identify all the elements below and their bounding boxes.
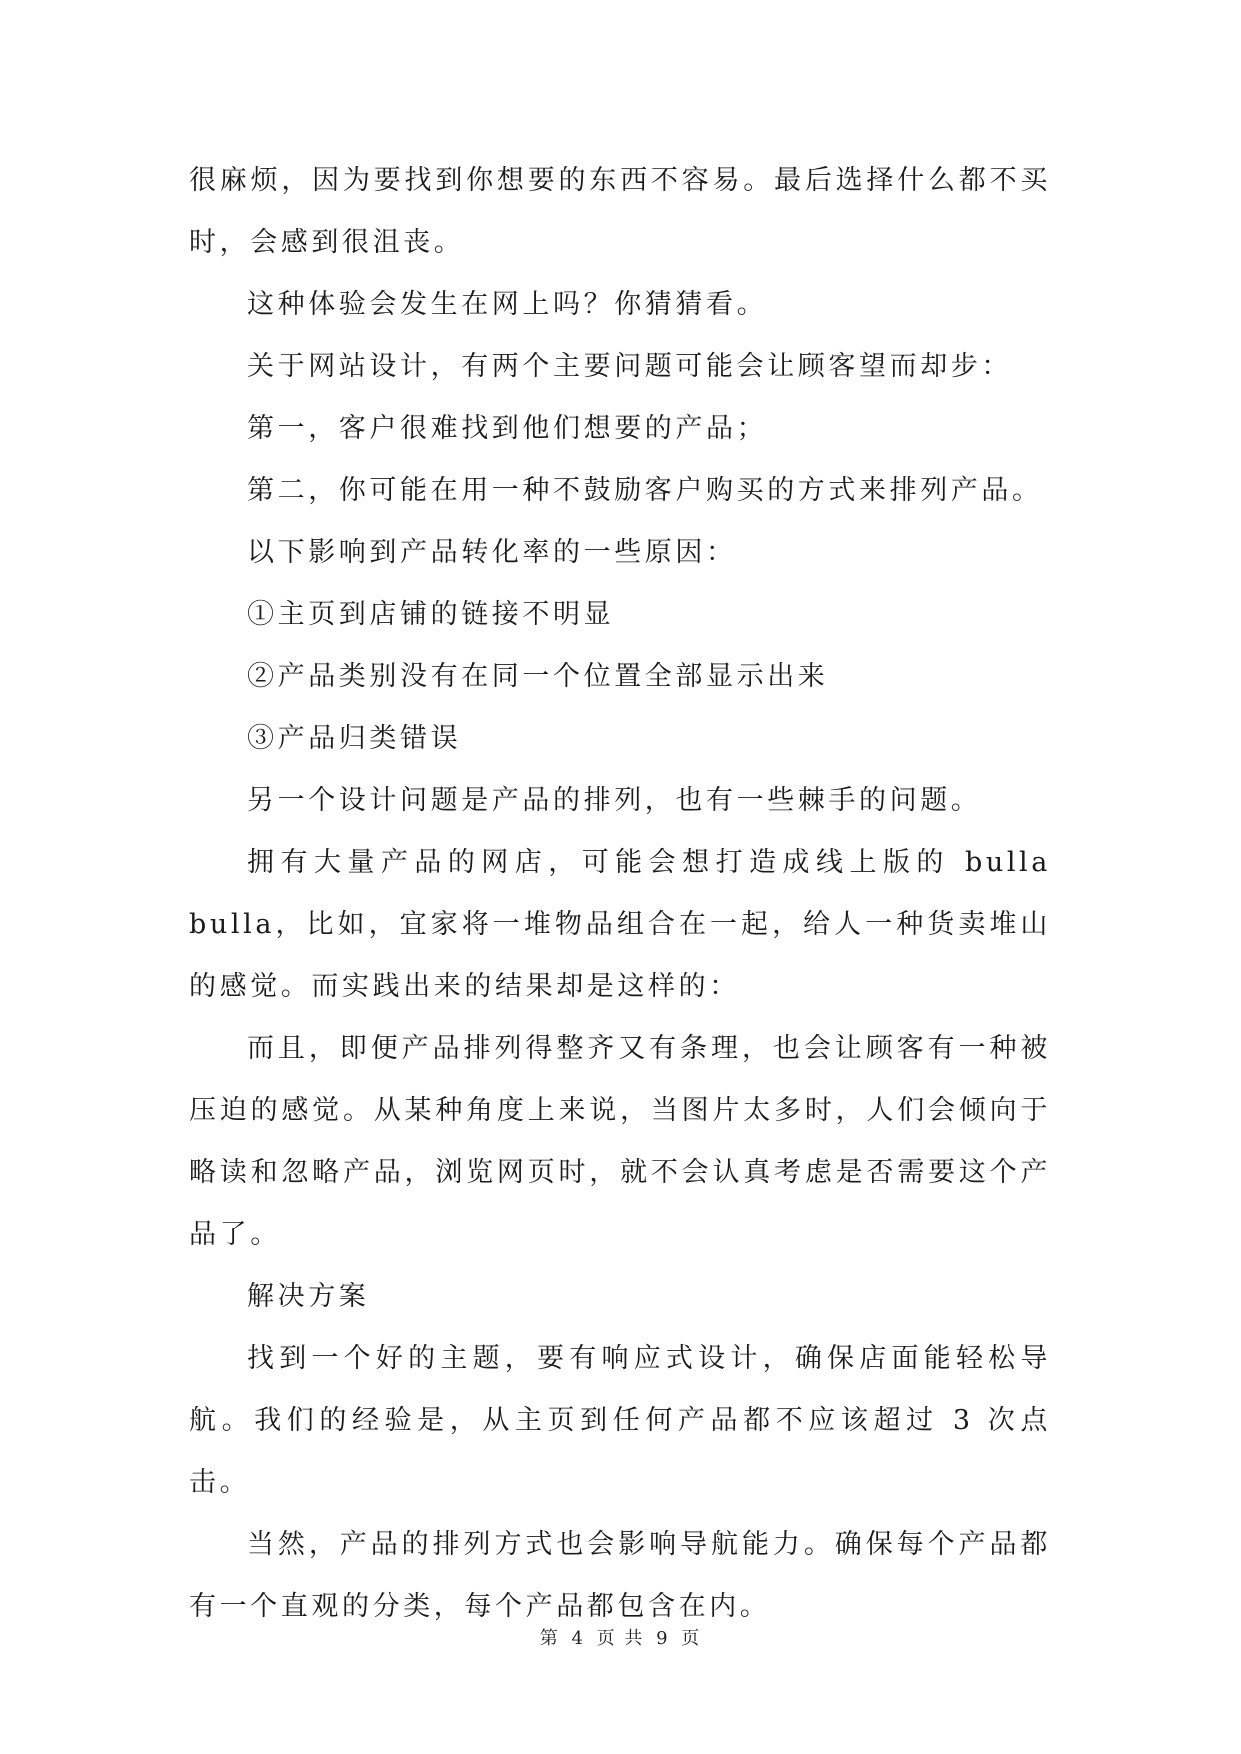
paragraph-8: 拥有大量产品的网店，可能会想打造成线上版的 bulla bulla，比如，宜家将一堆物品组合在一起，给人一种货卖堆山的感觉。而实践出来的结果却是这样的：: [189, 847, 1051, 1002]
document-body: [189, 150, 1051, 1638]
footer-total-pages: 9: [656, 1628, 670, 1649]
paragraph-11: 当然，产品的排列方式也会影响导航能力。确保每个产品都有一个直观的分类，每个产品都包含在内。: [189, 1529, 1051, 1622]
paragraph-7: 另一个设计问题是产品的排列，也有一些棘手的问题。: [247, 785, 982, 816]
paragraph-6: 以下影响到产品转化率的一些原因：: [247, 537, 737, 568]
paragraph-10: 找到一个好的主题，要有响应式设计，确保店面能轻松导航。我们的经验是，从主页到任何产品都不应该超过 3 次点击。: [189, 1343, 1051, 1498]
paragraph-9: 而且，即便产品排列得整齐又有条理，也会让顾客有一种被压迫的感觉。从某种角度上来说，当图片太多时，人们会倾向于略读和忽略产品，浏览网页时，就不会认真考虑是否需要这个产品了。: [189, 1033, 1051, 1250]
footer-prefix: 第: [539, 1628, 560, 1649]
paragraph-5: 第二，你可能在用一种不鼓励客户购买的方式来排列产品。: [247, 475, 1043, 506]
section-heading-solution: 解决方案: [247, 1281, 370, 1312]
page-footer: [0, 1624, 1241, 1650]
footer-mid: 页 共: [596, 1628, 645, 1649]
list-item-1: ①主页到店铺的链接不明显: [247, 599, 615, 630]
paragraph-3: 关于网站设计，有两个主要问题可能会让顾客望而却步：: [247, 351, 1012, 382]
paragraph-2: 这种体验会发生在网上吗？你猜猜看。: [247, 289, 768, 320]
paragraph-4: 第一，客户很难找到他们想要的产品；: [247, 413, 768, 444]
list-item-2: ②产品类别没有在同一个位置全部显示出来: [247, 661, 829, 692]
footer-current-page: 4: [571, 1628, 585, 1649]
list-item-3: ③产品归类错误: [247, 723, 462, 754]
paragraph-1: 很麻烦，因为要找到你想要的东西不容易。最后选择什么都不买时，会感到很沮丧。: [189, 165, 1051, 258]
footer-suffix: 页: [681, 1628, 702, 1649]
